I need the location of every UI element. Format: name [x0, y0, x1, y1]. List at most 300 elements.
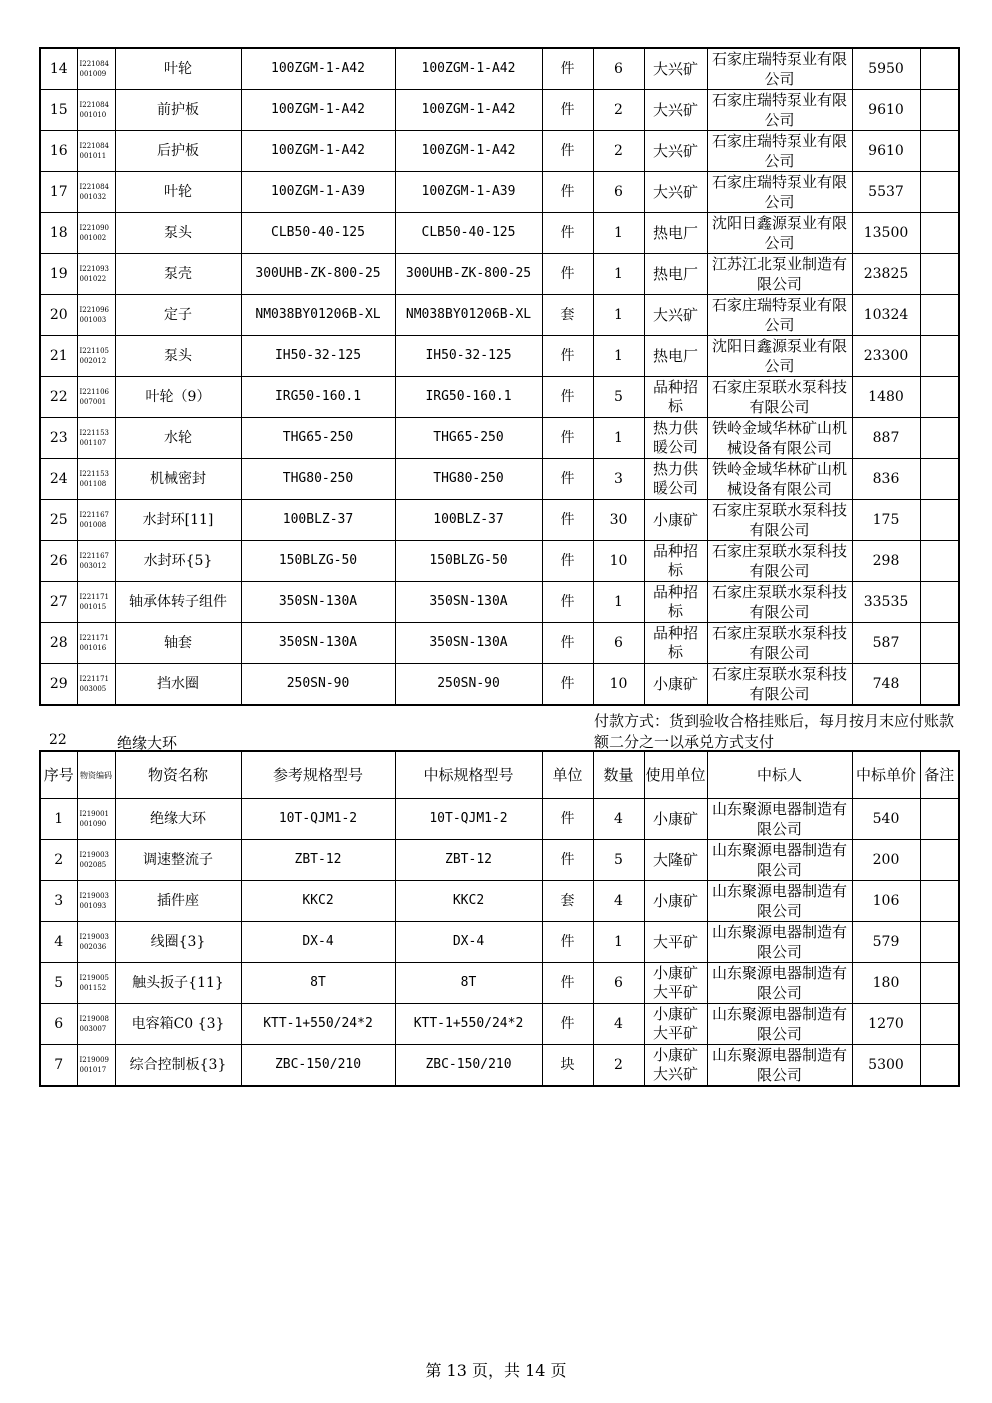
- material-name: 电容箱C0 {3}: [115, 1004, 241, 1045]
- winner: 石家庄瑞特泵业有限公司: [707, 90, 852, 131]
- ref-spec: DX-4: [241, 922, 395, 963]
- unit-price: 5950: [852, 48, 920, 90]
- winner: 石家庄瑞特泵业有限公司: [707, 172, 852, 213]
- material-code-line: 001008: [79, 521, 107, 529]
- user-unit: [644, 377, 707, 418]
- row-no: 22: [40, 377, 77, 418]
- ref-spec: 300UHB-ZK-800-25: [241, 254, 395, 295]
- unit: 件: [542, 500, 593, 541]
- user-unit: [644, 840, 707, 881]
- quantity: 2: [593, 90, 644, 131]
- row-no: 28: [40, 623, 77, 664]
- material-code-line: 001003: [79, 316, 107, 324]
- ref-spec: KTT-1+550/24*2: [241, 1004, 395, 1045]
- winner: 沈阳日鑫源泵业有限公司: [707, 213, 852, 254]
- unit-price: 10324: [852, 295, 920, 336]
- material-name: 定子: [115, 295, 241, 336]
- note: [920, 295, 959, 336]
- quantity: 1: [593, 254, 644, 295]
- ref-spec: 350SN-130A: [241, 623, 395, 664]
- bid-spec: 150BLZG-50: [395, 541, 542, 582]
- material-code-line: 001002: [79, 234, 107, 242]
- bid-spec: DX-4: [395, 922, 542, 963]
- winner: 石家庄泵联水泵科技有限公司: [707, 500, 852, 541]
- row-no: 7: [40, 1045, 77, 1087]
- header-qty: 数量: [593, 751, 644, 799]
- material-code-line: 001010: [79, 111, 107, 119]
- quantity: 10: [593, 541, 644, 582]
- user-unit-line: 暖公司: [652, 479, 698, 497]
- user-unit-line: 标: [667, 561, 683, 579]
- row-no: 16: [40, 131, 77, 172]
- material-name: 绝缘大环: [115, 799, 241, 840]
- material-code-line: 001016: [79, 644, 107, 652]
- material-code-line: I219005: [79, 973, 109, 982]
- table-row: [40, 131, 959, 172]
- note: [920, 1045, 959, 1087]
- material-code-line: I219008: [79, 1014, 109, 1023]
- note: [920, 963, 959, 1004]
- quantity: 1: [593, 336, 644, 377]
- header-no: 序号: [40, 751, 77, 799]
- table-row: [40, 254, 959, 295]
- table-row: [40, 459, 959, 500]
- ref-spec: THG65-250: [241, 418, 395, 459]
- user-unit-line: 小康矿: [652, 964, 698, 982]
- unit: 件: [542, 623, 593, 664]
- user-unit-line: 小康矿: [652, 1046, 698, 1064]
- quantity: 6: [593, 172, 644, 213]
- user-unit: [644, 500, 707, 541]
- user-unit-line: 标: [667, 397, 683, 415]
- user-unit: [644, 90, 707, 131]
- unit-price: 23825: [852, 254, 920, 295]
- row-no: 20: [40, 295, 77, 336]
- material-code-line: I221153: [79, 428, 109, 437]
- user-unit: [644, 623, 707, 664]
- table-header-row: [40, 751, 959, 799]
- unit: 件: [542, 582, 593, 623]
- material-code: [77, 623, 115, 664]
- table-row: [40, 377, 959, 418]
- row-no: 1: [40, 799, 77, 840]
- material-code-line: I221153: [79, 469, 109, 478]
- material-code: [77, 1045, 115, 1087]
- unit: 套: [542, 881, 593, 922]
- bid-spec: KKC2: [395, 881, 542, 922]
- quantity: 3: [593, 459, 644, 500]
- user-unit-line: 小康矿: [652, 809, 698, 828]
- material-code-line: I221106: [79, 387, 109, 396]
- bid-spec: IH50-32-125: [395, 336, 542, 377]
- row-no: 19: [40, 254, 77, 295]
- material-code-line: I221171: [79, 592, 109, 601]
- material-code: [77, 840, 115, 881]
- ref-spec: 150BLZG-50: [241, 541, 395, 582]
- material-code: [77, 500, 115, 541]
- material-code: [77, 922, 115, 963]
- table-row: [40, 418, 959, 459]
- ref-spec: ZBT-12: [241, 840, 395, 881]
- material-code-line: 002085: [79, 861, 107, 869]
- winner: 石家庄泵联水泵科技有限公司: [707, 623, 852, 664]
- material-code-line: 001108: [79, 480, 107, 488]
- table-row: [40, 664, 959, 706]
- user-unit-line: 热力供: [652, 419, 698, 437]
- user-unit: [644, 254, 707, 295]
- material-code-line: 003012: [79, 562, 107, 570]
- winner: 山东聚源电器制造有限公司: [707, 881, 852, 922]
- quantity: 30: [593, 500, 644, 541]
- unit-price: 106: [852, 881, 920, 922]
- user-unit: [644, 295, 707, 336]
- material-code-line: 003005: [79, 685, 107, 693]
- bid-spec: 8T: [395, 963, 542, 1004]
- user-unit: [644, 336, 707, 377]
- unit-price: 298: [852, 541, 920, 582]
- material-code: [77, 336, 115, 377]
- row-no: 29: [40, 664, 77, 706]
- quantity: 6: [593, 48, 644, 90]
- quantity: 6: [593, 623, 644, 664]
- material-code-line: I221096: [79, 305, 109, 314]
- user-unit: [644, 48, 707, 90]
- user-unit: [644, 213, 707, 254]
- material-code: [77, 48, 115, 90]
- row-no: 17: [40, 172, 77, 213]
- material-code-line: 001009: [79, 70, 107, 78]
- user-unit-line: 大兴矿: [652, 182, 698, 201]
- material-code: [77, 377, 115, 418]
- note: [920, 131, 959, 172]
- unit-price: 13500: [852, 213, 920, 254]
- material-name: 线圈{3}: [115, 922, 241, 963]
- winner: 石家庄泵联水泵科技有限公司: [707, 377, 852, 418]
- material-code-line: 001152: [79, 984, 107, 992]
- material-code-line: I221171: [79, 674, 109, 683]
- material-code-line: I219003: [79, 891, 109, 900]
- row-no: 27: [40, 582, 77, 623]
- unit-price: 540: [852, 799, 920, 840]
- material-code: [77, 90, 115, 131]
- unit: 套: [542, 295, 593, 336]
- quantity: 6: [593, 963, 644, 1004]
- material-code-line: 001011: [79, 152, 107, 160]
- note: [920, 840, 959, 881]
- material-table-1: [39, 47, 960, 706]
- user-unit-line: 大兴矿: [652, 100, 698, 119]
- material-code: [77, 295, 115, 336]
- material-code-line: 001017: [79, 1066, 107, 1074]
- winner: 石家庄瑞特泵业有限公司: [707, 48, 852, 90]
- note: [920, 377, 959, 418]
- user-unit: [644, 418, 707, 459]
- user-unit-line: 小康矿: [652, 1005, 698, 1023]
- user-unit-line: 大隆矿: [652, 850, 698, 869]
- material-code: [77, 459, 115, 500]
- unit: 件: [542, 172, 593, 213]
- table-row: [40, 582, 959, 623]
- note: [920, 172, 959, 213]
- material-name: 触头扳子{11}: [115, 963, 241, 1004]
- quantity: 10: [593, 664, 644, 706]
- material-name: 综合控制板{3}: [115, 1045, 241, 1087]
- note: [920, 254, 959, 295]
- winner: 沈阳日鑫源泵业有限公司: [707, 336, 852, 377]
- material-code-line: 003007: [79, 1025, 107, 1033]
- unit: 件: [542, 213, 593, 254]
- ref-spec: 100ZGM-1-A42: [241, 131, 395, 172]
- user-unit-line: 大兴矿: [652, 141, 698, 160]
- ref-spec: 100ZGM-1-A42: [241, 48, 395, 90]
- material-name: 叶轮: [115, 172, 241, 213]
- user-unit-line: 小康矿: [652, 510, 698, 529]
- winner: 山东聚源电器制造有限公司: [707, 840, 852, 881]
- user-unit: [644, 1045, 707, 1087]
- unit-price: 587: [852, 623, 920, 664]
- quantity: 2: [593, 1045, 644, 1087]
- note: [920, 1004, 959, 1045]
- note: [920, 90, 959, 131]
- ref-spec: 100BLZ-37: [241, 500, 395, 541]
- section-title: 绝缘大环: [117, 734, 178, 752]
- material-code: [77, 664, 115, 706]
- header-bid-spec: 中标规格型号: [395, 751, 542, 799]
- material-name: 机械密封: [115, 459, 241, 500]
- row-no: 25: [40, 500, 77, 541]
- material-name: 水轮: [115, 418, 241, 459]
- unit-price: 1270: [852, 1004, 920, 1045]
- quantity: 4: [593, 799, 644, 840]
- unit: 件: [542, 336, 593, 377]
- user-unit: [644, 459, 707, 500]
- material-code: [77, 799, 115, 840]
- unit-price: 887: [852, 418, 920, 459]
- winner: 江苏江北泵业制造有限公司: [707, 254, 852, 295]
- bid-spec: 100ZGM-1-A39: [395, 172, 542, 213]
- user-unit-line: 小康矿: [652, 674, 698, 693]
- note: [920, 336, 959, 377]
- winner: 山东聚源电器制造有限公司: [707, 922, 852, 963]
- user-unit: [644, 582, 707, 623]
- material-name: 挡水圈: [115, 664, 241, 706]
- winner: 山东聚源电器制造有限公司: [707, 1004, 852, 1045]
- material-code-line: I221105: [79, 346, 109, 355]
- material-name: 调速整流子: [115, 840, 241, 881]
- ref-spec: 100ZGM-1-A39: [241, 172, 395, 213]
- material-name: 水封环[11]: [115, 500, 241, 541]
- material-code-line: I221093: [79, 264, 109, 273]
- quantity: 1: [593, 922, 644, 963]
- row-no: 4: [40, 922, 77, 963]
- row-no: 14: [40, 48, 77, 90]
- unit-price: 748: [852, 664, 920, 706]
- unit: 件: [542, 459, 593, 500]
- bid-spec: 100ZGM-1-A42: [395, 90, 542, 131]
- note: [920, 582, 959, 623]
- table-row: [40, 922, 959, 963]
- unit-price: 5537: [852, 172, 920, 213]
- ref-spec: CLB50-40-125: [241, 213, 395, 254]
- ref-spec: THG80-250: [241, 459, 395, 500]
- table-row: [40, 840, 959, 881]
- material-code-line: 001032: [79, 193, 107, 201]
- ref-spec: 250SN-90: [241, 664, 395, 706]
- note: [920, 48, 959, 90]
- note: [920, 418, 959, 459]
- user-unit-line: 热力供: [652, 460, 698, 478]
- material-name: 前护板: [115, 90, 241, 131]
- bid-spec: CLB50-40-125: [395, 213, 542, 254]
- row-no: 24: [40, 459, 77, 500]
- user-unit-line: 品种招: [652, 624, 698, 642]
- table-row: [40, 881, 959, 922]
- material-name: 水封环{5}: [115, 541, 241, 582]
- note: [920, 459, 959, 500]
- unit: 件: [542, 48, 593, 90]
- quantity: 1: [593, 213, 644, 254]
- user-unit-line: 热电厂: [652, 264, 698, 283]
- user-unit-line: 大兴矿: [652, 1065, 698, 1083]
- header-name: 物资名称: [115, 751, 241, 799]
- bid-spec: 100ZGM-1-A42: [395, 48, 542, 90]
- material-name: 轴承体转子组件: [115, 582, 241, 623]
- unit-price: 175: [852, 500, 920, 541]
- user-unit-line: 暖公司: [652, 438, 698, 456]
- material-code: [77, 131, 115, 172]
- winner: 石家庄泵联水泵科技有限公司: [707, 582, 852, 623]
- row-no: 3: [40, 881, 77, 922]
- bid-spec: ZBT-12: [395, 840, 542, 881]
- quantity: 1: [593, 418, 644, 459]
- quantity: 4: [593, 1004, 644, 1045]
- material-name: 泵头: [115, 213, 241, 254]
- unit: 件: [542, 963, 593, 1004]
- bid-spec: THG65-250: [395, 418, 542, 459]
- ref-spec: 8T: [241, 963, 395, 1004]
- row-no: 6: [40, 1004, 77, 1045]
- material-code-line: I221084: [79, 59, 109, 68]
- user-unit: [644, 922, 707, 963]
- winner: 石家庄瑞特泵业有限公司: [707, 131, 852, 172]
- user-unit-line: 品种招: [652, 542, 698, 560]
- table-row: [40, 500, 959, 541]
- material-code-line: I221167: [79, 510, 109, 519]
- user-unit: [644, 172, 707, 213]
- user-unit-line: 品种招: [652, 583, 698, 601]
- material-code-line: 002012: [79, 357, 107, 365]
- material-name: 叶轮: [115, 48, 241, 90]
- row-no: 23: [40, 418, 77, 459]
- unit-price: 836: [852, 459, 920, 500]
- bid-spec: 100BLZ-37: [395, 500, 542, 541]
- quantity: 5: [593, 377, 644, 418]
- ref-spec: 10T-QJM1-2: [241, 799, 395, 840]
- unit: 件: [542, 799, 593, 840]
- bid-spec: 100ZGM-1-A42: [395, 131, 542, 172]
- material-name: 泵头: [115, 336, 241, 377]
- note: [920, 664, 959, 706]
- row-no: 15: [40, 90, 77, 131]
- winner: 石家庄瑞特泵业有限公司: [707, 295, 852, 336]
- material-code-line: I219003: [79, 850, 109, 859]
- material-code-line: 001015: [79, 603, 107, 611]
- bid-spec: 250SN-90: [395, 664, 542, 706]
- material-code-line: 002036: [79, 943, 107, 951]
- material-table-2: [39, 750, 960, 1087]
- table-row: [40, 623, 959, 664]
- unit-price: 200: [852, 840, 920, 881]
- quantity: 2: [593, 131, 644, 172]
- table-row: [40, 48, 959, 90]
- table-row: [40, 963, 959, 1004]
- table-row: [40, 336, 959, 377]
- page-footer: 第 13 页，共 14 页: [425, 1361, 567, 1380]
- note: [920, 623, 959, 664]
- user-unit: [644, 881, 707, 922]
- user-unit: [644, 541, 707, 582]
- unit-price: 579: [852, 922, 920, 963]
- material-code: [77, 254, 115, 295]
- unit: 件: [542, 90, 593, 131]
- material-code-line: I219009: [79, 1055, 109, 1064]
- user-unit-line: 大兴矿: [652, 59, 698, 78]
- bid-spec: 350SN-130A: [395, 623, 542, 664]
- winner: 山东聚源电器制造有限公司: [707, 1045, 852, 1087]
- header-unit: 单位: [542, 751, 593, 799]
- user-unit-line: 品种招: [652, 378, 698, 396]
- unit-price: 9610: [852, 90, 920, 131]
- material-code-line: 007001: [79, 398, 107, 406]
- row-no: 26: [40, 541, 77, 582]
- bid-spec: NM038BY01206B-XL: [395, 295, 542, 336]
- ref-spec: 100ZGM-1-A42: [241, 90, 395, 131]
- note: [920, 922, 959, 963]
- material-name: 轴套: [115, 623, 241, 664]
- ref-spec: KKC2: [241, 881, 395, 922]
- winner: 山东聚源电器制造有限公司: [707, 963, 852, 1004]
- material-code-line: I221090: [79, 223, 109, 232]
- header-note: 备注: [920, 751, 959, 799]
- user-unit-line: 热电厂: [652, 223, 698, 242]
- material-name: 插件座: [115, 881, 241, 922]
- table-row: [40, 213, 959, 254]
- row-no: 18: [40, 213, 77, 254]
- bid-spec: 10T-QJM1-2: [395, 799, 542, 840]
- material-code-line: 001093: [79, 902, 107, 910]
- user-unit: [644, 963, 707, 1004]
- ref-spec: ZBC-150/210: [241, 1045, 395, 1087]
- bid-spec: KTT-1+550/24*2: [395, 1004, 542, 1045]
- unit-price: 23300: [852, 336, 920, 377]
- note: [920, 500, 959, 541]
- user-unit-line: 热电厂: [652, 346, 698, 365]
- bid-spec: 350SN-130A: [395, 582, 542, 623]
- user-unit-line: 标: [667, 602, 683, 620]
- unit: 件: [542, 922, 593, 963]
- material-code-line: I221171: [79, 633, 109, 642]
- ref-spec: IRG50-160.1: [241, 377, 395, 418]
- material-code: [77, 881, 115, 922]
- header-code: 物资编码: [77, 751, 115, 799]
- material-code-line: 001090: [79, 820, 107, 828]
- unit-price: 5300: [852, 1045, 920, 1087]
- winner: 铁岭金域华林矿山机械设备有限公司: [707, 459, 852, 500]
- unit-price: 9610: [852, 131, 920, 172]
- user-unit-line: 大平矿: [652, 932, 698, 951]
- material-code: [77, 213, 115, 254]
- user-unit-line: 小康矿: [652, 891, 698, 910]
